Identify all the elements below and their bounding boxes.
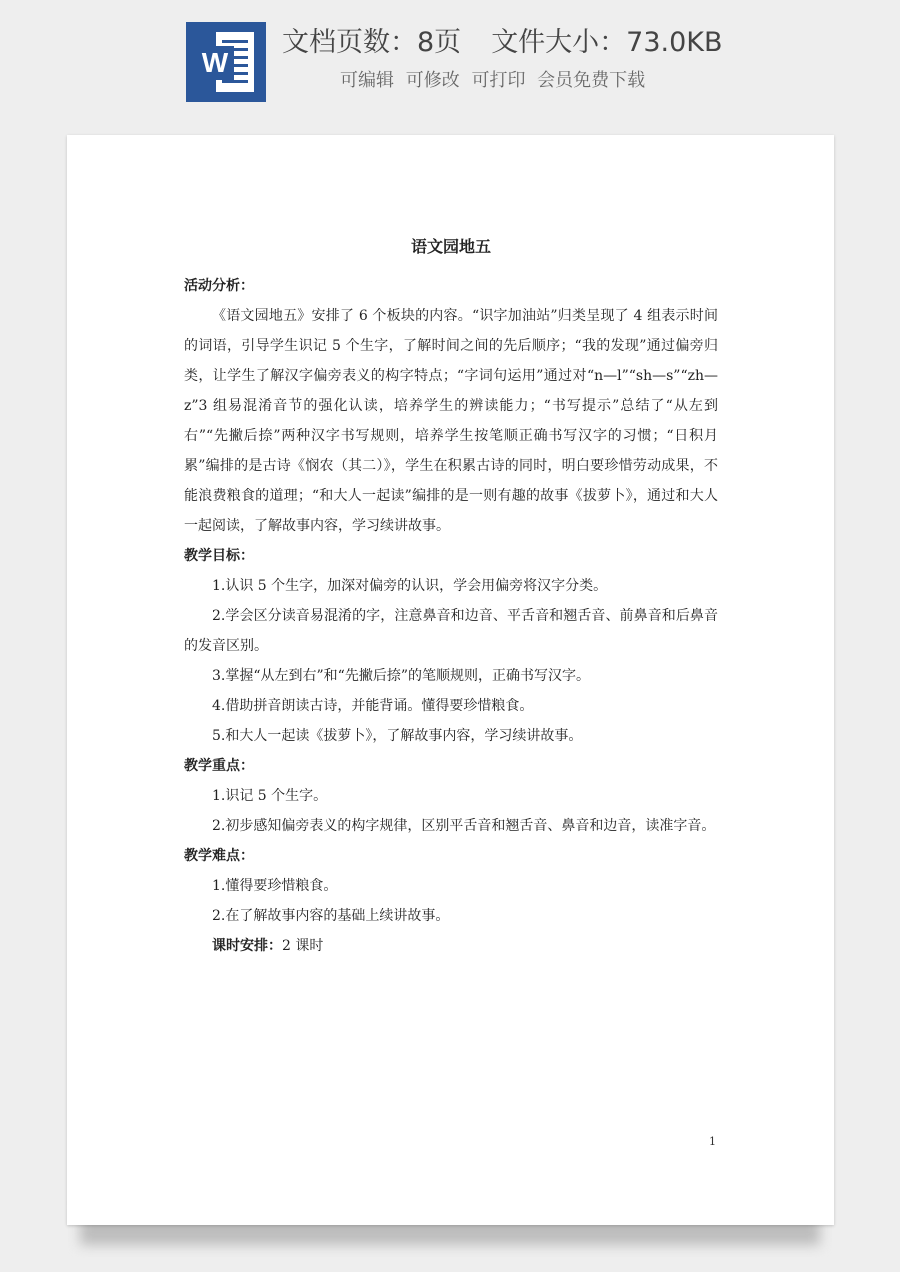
word-document-icon bbox=[186, 22, 266, 102]
goal-item: 4.借助拼音朗读古诗，并能背诵。懂得要珍惜粮食。 bbox=[212, 698, 534, 714]
download-header bbox=[0, 0, 900, 130]
goal-item: 3.掌握“从左到右”和“先撇后捺”的笔顺规则，正确书写汉字。 bbox=[212, 668, 590, 684]
key-point-item: 2.初步感知偏旁表义的构字规律，区别平舌音和翘舌音、鼻音和边音，读准字音。 bbox=[212, 818, 716, 834]
section-heading-goals: 教学目标： bbox=[184, 548, 254, 564]
feature-list: 可编辑 可修改 可打印 会员免费下载 bbox=[340, 70, 646, 91]
key-point-item: 1.识记 5 个生字。 bbox=[212, 788, 328, 804]
schedule-label: 课时安排： bbox=[212, 938, 282, 954]
file-info-title bbox=[282, 20, 723, 59]
goal-item: 2.学会区分读音易混淆的字，注意鼻音和边音、平舌音和翘舌音、前鼻音和后鼻音的发音区别。 bbox=[184, 608, 718, 654]
document-page bbox=[67, 135, 834, 1225]
file-size-label: 文件大小：73.0KB bbox=[491, 27, 723, 58]
goal-item: 5.和大人一起读《拔萝卜》，了解故事内容，学习续讲故事。 bbox=[212, 728, 583, 744]
schedule-value: 2 课时 bbox=[282, 938, 324, 954]
word-icon-line bbox=[222, 40, 248, 43]
document-title: 语文园地五 bbox=[410, 237, 491, 256]
section-heading-difficult-points: 教学难点： bbox=[184, 848, 254, 864]
difficult-point-item: 2.在了解故事内容的基础上续讲故事。 bbox=[212, 908, 450, 924]
section-heading-key-points: 教学重点： bbox=[184, 758, 254, 774]
page-number: 1 bbox=[709, 1135, 716, 1148]
page-count-label: 文档页数：8页 bbox=[282, 27, 462, 58]
word-icon-line bbox=[222, 80, 248, 83]
analysis-paragraph: 《语文园地五》安排了 6 个板块的内容。“识字加油站”归类呈现了 4 组表示时间的词语，引导学生识记 5 个生字，了解时间之间的先后顺序；“我的发现”通过偏旁归类，让学生了解汉字偏旁表义的构字特点；“字词句运用”通过对“n—l”“sh—s”“zh—z”3 组易混淆音节的强化认读，培养学生的辨读能力；“书写提示”总结了“从左到右”“先撇后捺”两种汉字书写规则，培养学生按笔顺正确书写汉字的习惯；“日积月累”编排的是古诗《悯农（其二）》，学生在积累古诗的同时，明白要珍惜劳动成果，不能浪费粮食的道理；“和大人一起读”编排的是一则有趣的故事《拔萝卜》，通过和大人一起阅读，了解故事内容，学习续讲故事。 bbox=[184, 308, 718, 534]
section-heading-analysis: 活动分析： bbox=[184, 278, 254, 294]
goal-item: 1.认识 5 个生字，加深对偏旁的认识，学会用偏旁将汉字分类。 bbox=[212, 578, 608, 594]
document-content bbox=[184, 233, 718, 961]
schedule-line bbox=[184, 931, 718, 961]
word-icon-letter: W bbox=[196, 46, 234, 80]
difficult-point-item: 1.懂得要珍惜粮食。 bbox=[212, 878, 338, 894]
